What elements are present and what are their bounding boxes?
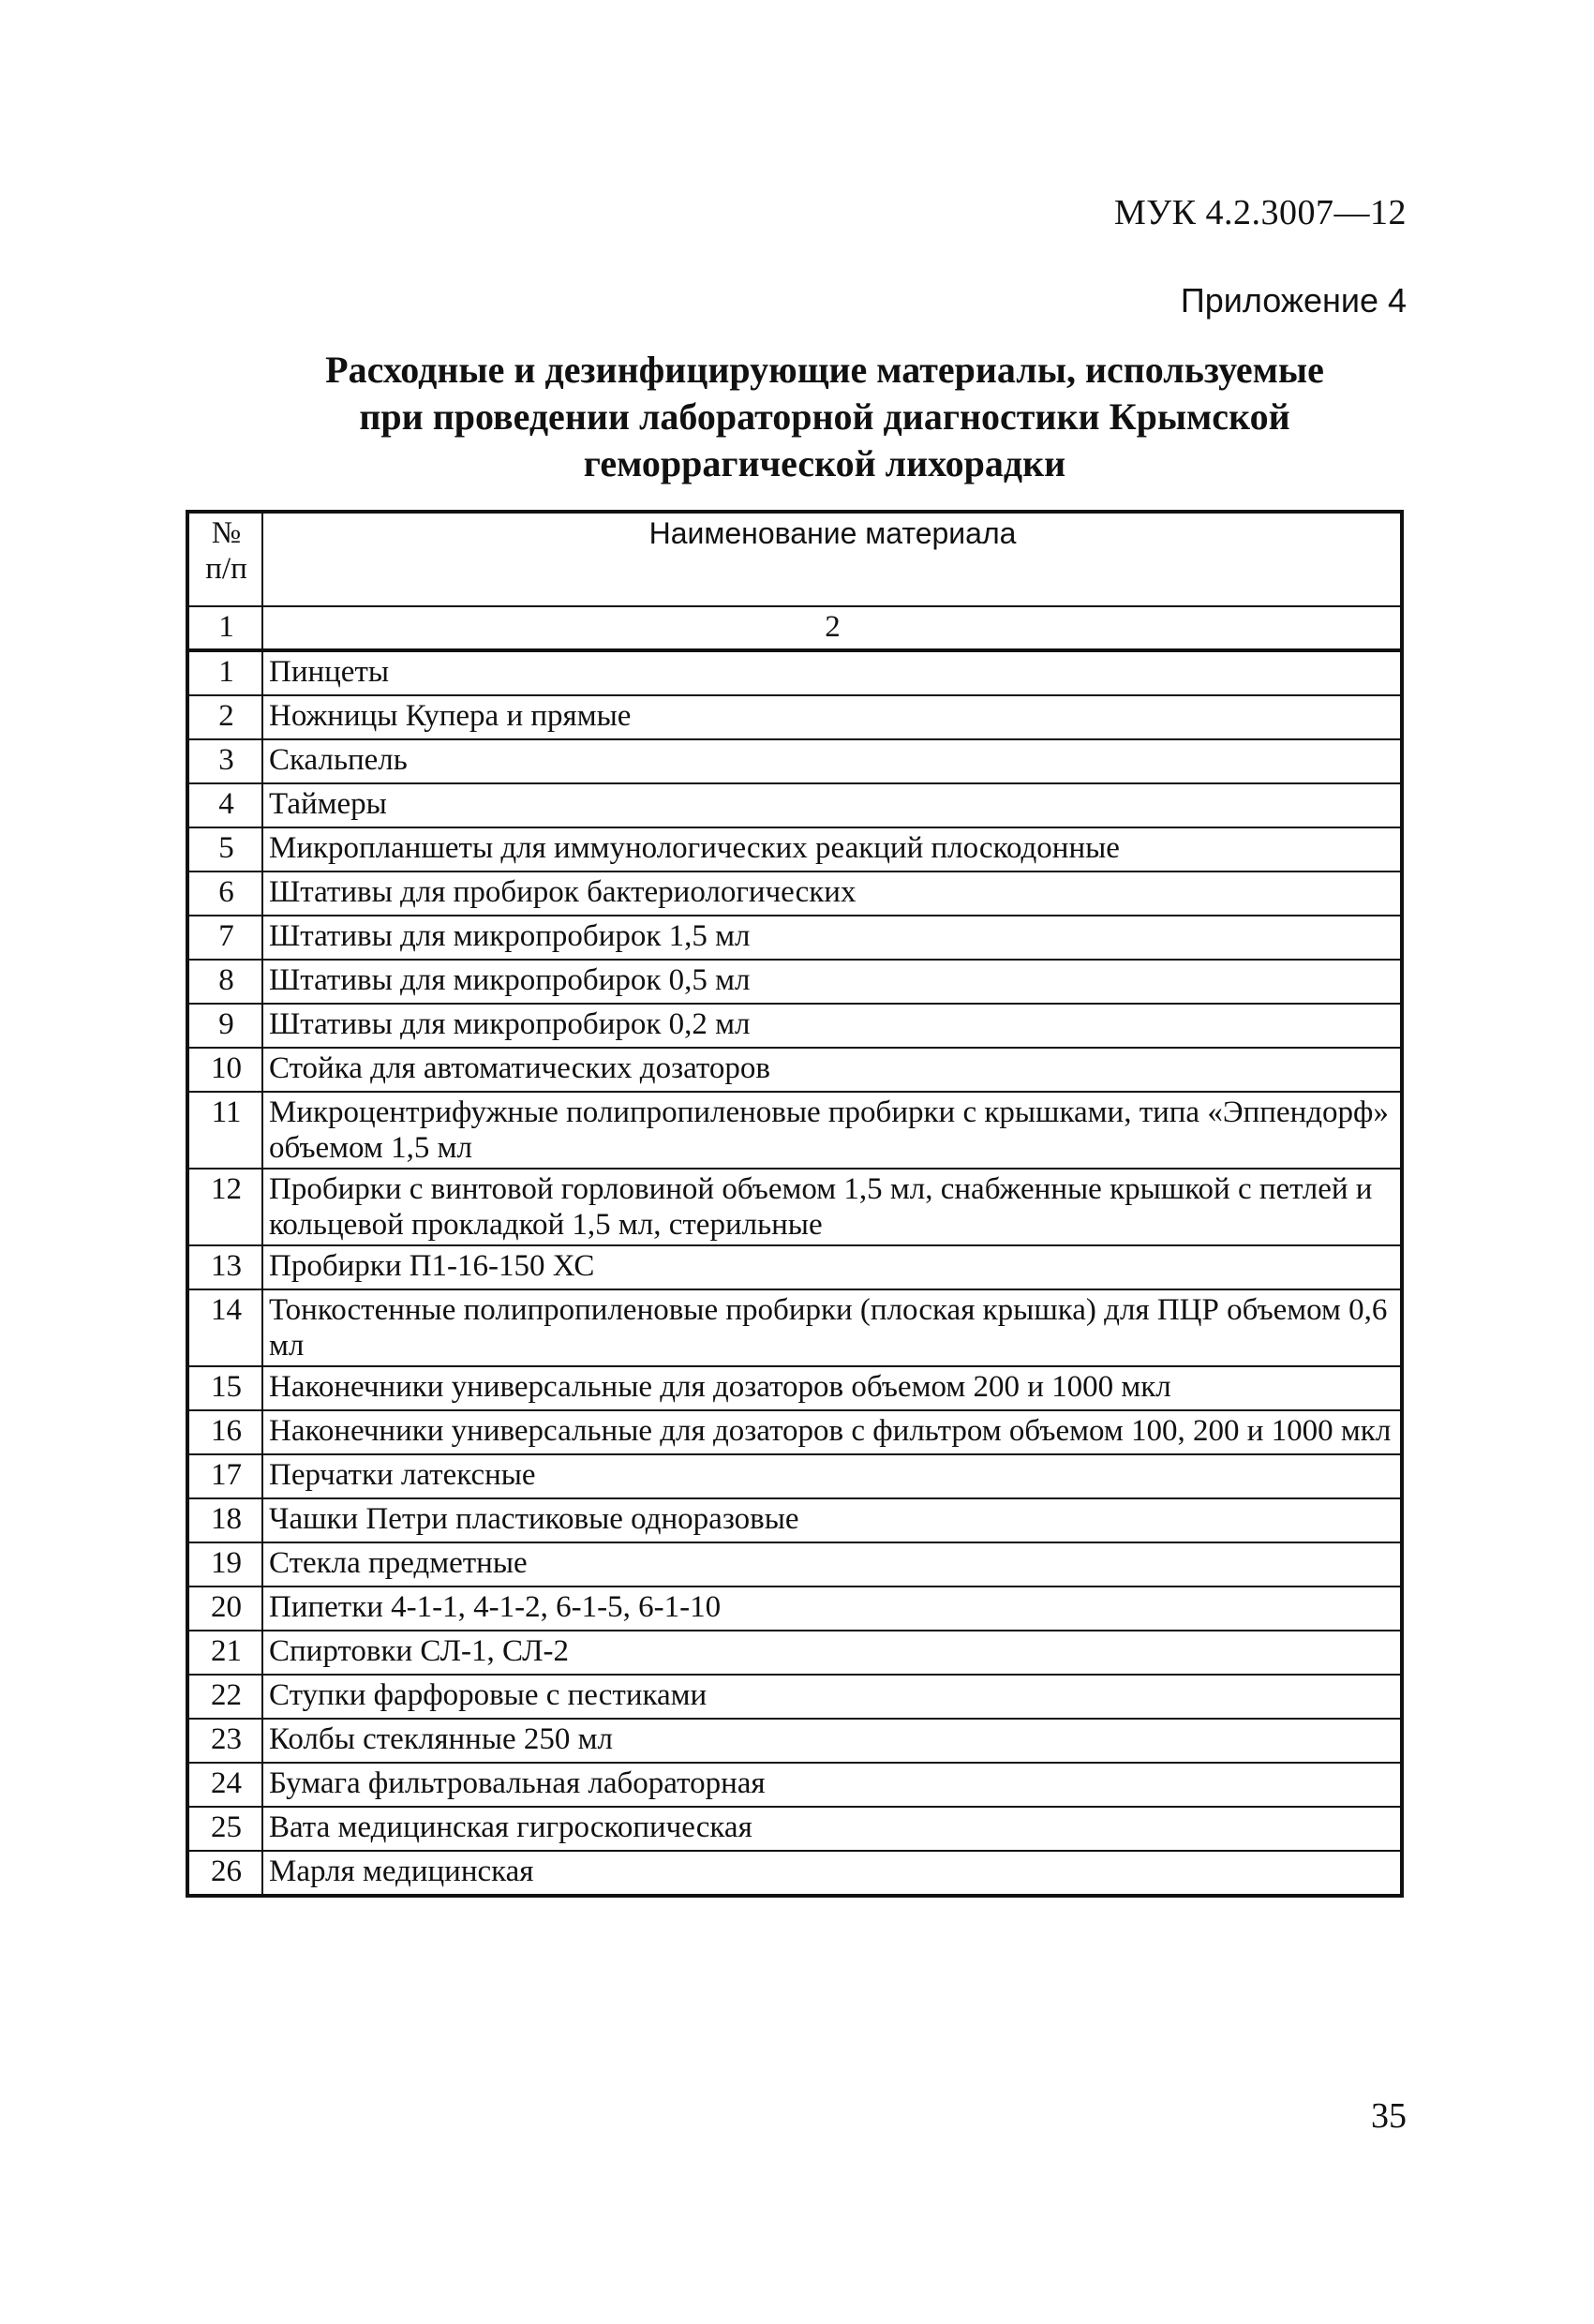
table-row <box>187 827 1402 872</box>
materials-table <box>186 510 1404 1898</box>
row-number: 21 <box>187 1631 262 1675</box>
material-name: Перчатки латексные <box>262 1454 1402 1498</box>
material-name: Марля медицинская <box>262 1851 1402 1896</box>
row-number: 13 <box>187 1245 262 1289</box>
material-name: Наконечники универсальные для дозаторов с фильтром объемом 100, 200 и 1000 мкл <box>262 1410 1402 1454</box>
row-number: 18 <box>187 1498 262 1542</box>
table-row <box>187 1851 1402 1896</box>
table-row <box>187 1763 1402 1807</box>
material-name: Таймеры <box>262 783 1402 827</box>
row-number: 3 <box>187 739 262 783</box>
row-number: 25 <box>187 1807 262 1851</box>
material-name: Наконечники универсальные для дозаторов объемом 200 и 1000 мкл <box>262 1366 1402 1410</box>
material-name: Тонкостенные полипропиленовые пробирки (плоская крышка) для ПЦР объемом 0,6 мл <box>262 1289 1402 1366</box>
table-row <box>187 916 1402 960</box>
table-row <box>187 1004 1402 1048</box>
table-row <box>187 1807 1402 1851</box>
material-name: Штативы для микропробирок 0,2 мл <box>262 1004 1402 1048</box>
material-name: Штативы для пробирок бактериологических <box>262 872 1402 916</box>
material-name: Штативы для микропробирок 1,5 мл <box>262 916 1402 960</box>
appendix-label: Приложение 4 <box>1180 281 1407 320</box>
table-header-row <box>187 512 1402 606</box>
material-name: Бумага фильтровальная лабораторная <box>262 1763 1402 1807</box>
material-name: Пробирки П1-16-150 ХС <box>262 1245 1402 1289</box>
row-number: 20 <box>187 1587 262 1631</box>
table-row <box>187 1366 1402 1410</box>
title-line: Расходные и дезинфицирующие материалы, используемые <box>325 349 1324 391</box>
column-index-cell: 2 <box>262 606 1402 650</box>
page-title <box>239 347 1410 487</box>
material-name: Скальпель <box>262 739 1402 783</box>
row-number: 12 <box>187 1169 262 1245</box>
material-name: Стекла предметные <box>262 1542 1402 1587</box>
table-row <box>187 1289 1402 1366</box>
column-header-number-line: № <box>211 516 242 550</box>
material-name: Стойка для автоматических дозаторов <box>262 1048 1402 1092</box>
title-line: геморрагической лихорадки <box>583 442 1066 484</box>
row-number: 10 <box>187 1048 262 1092</box>
table-row <box>187 650 1402 695</box>
row-number: 23 <box>187 1719 262 1763</box>
title-line: при проведении лабораторной диагностики Крымской <box>359 395 1290 438</box>
document-code: МУК 4.2.3007—12 <box>1113 193 1407 232</box>
material-name: Ступки фарфоровые с пестиками <box>262 1675 1402 1719</box>
table-row <box>187 695 1402 739</box>
column-index-cell: 1 <box>187 606 262 650</box>
row-number: 5 <box>187 827 262 872</box>
row-number: 22 <box>187 1675 262 1719</box>
page-number: 35 <box>1371 2096 1407 2136</box>
material-name: Вата медицинская гигроскопическая <box>262 1807 1402 1851</box>
table-row <box>187 1631 1402 1675</box>
table-row <box>187 1498 1402 1542</box>
material-name: Пробирки с винтовой горловиной объемом 1,5 мл, снабженные крышкой с петлей и кольцевой прокладкой 1,5 мл, стерильные <box>262 1169 1402 1245</box>
row-number: 7 <box>187 916 262 960</box>
column-index-row <box>187 606 1402 650</box>
row-number: 17 <box>187 1454 262 1498</box>
row-number: 15 <box>187 1366 262 1410</box>
table-row <box>187 1092 1402 1169</box>
table-row <box>187 960 1402 1004</box>
row-number: 11 <box>187 1092 262 1169</box>
row-number: 4 <box>187 783 262 827</box>
column-header-name: Наименование материала <box>262 512 1402 606</box>
column-header-number <box>187 512 262 606</box>
material-name: Колбы стеклянные 250 мл <box>262 1719 1402 1763</box>
table-row <box>187 783 1402 827</box>
row-number: 9 <box>187 1004 262 1048</box>
table-row <box>187 739 1402 783</box>
table-row <box>187 1587 1402 1631</box>
table-row <box>187 1719 1402 1763</box>
row-number: 14 <box>187 1289 262 1366</box>
material-name: Чашки Петри пластиковые одноразовые <box>262 1498 1402 1542</box>
table-row <box>187 1048 1402 1092</box>
table-row <box>187 1675 1402 1719</box>
table-row <box>187 1454 1402 1498</box>
material-name: Ножницы Купера и прямые <box>262 695 1402 739</box>
column-header-number-line: п/п <box>205 552 247 586</box>
row-number: 16 <box>187 1410 262 1454</box>
table-row <box>187 1410 1402 1454</box>
table-body <box>187 650 1402 1896</box>
material-name: Микроцентрифужные полипропиленовые пробирки с крышками, типа «Эппендорф» объемом 1,5 мл <box>262 1092 1402 1169</box>
row-number: 1 <box>187 650 262 695</box>
row-number: 24 <box>187 1763 262 1807</box>
material-name: Пипетки 4-1-1, 4-1-2, 6-1-5, 6-1-10 <box>262 1587 1402 1631</box>
row-number: 2 <box>187 695 262 739</box>
row-number: 26 <box>187 1851 262 1896</box>
table-row <box>187 1245 1402 1289</box>
row-number: 8 <box>187 960 262 1004</box>
material-name: Микропланшеты для иммунологических реакций плоскодонные <box>262 827 1402 872</box>
material-name: Штативы для микропробирок 0,5 мл <box>262 960 1402 1004</box>
table-row <box>187 1169 1402 1245</box>
material-name: Пинцеты <box>262 650 1402 695</box>
material-name: Спиртовки СЛ-1, СЛ-2 <box>262 1631 1402 1675</box>
table-row <box>187 1542 1402 1587</box>
table-row <box>187 872 1402 916</box>
row-number: 6 <box>187 872 262 916</box>
row-number: 19 <box>187 1542 262 1587</box>
